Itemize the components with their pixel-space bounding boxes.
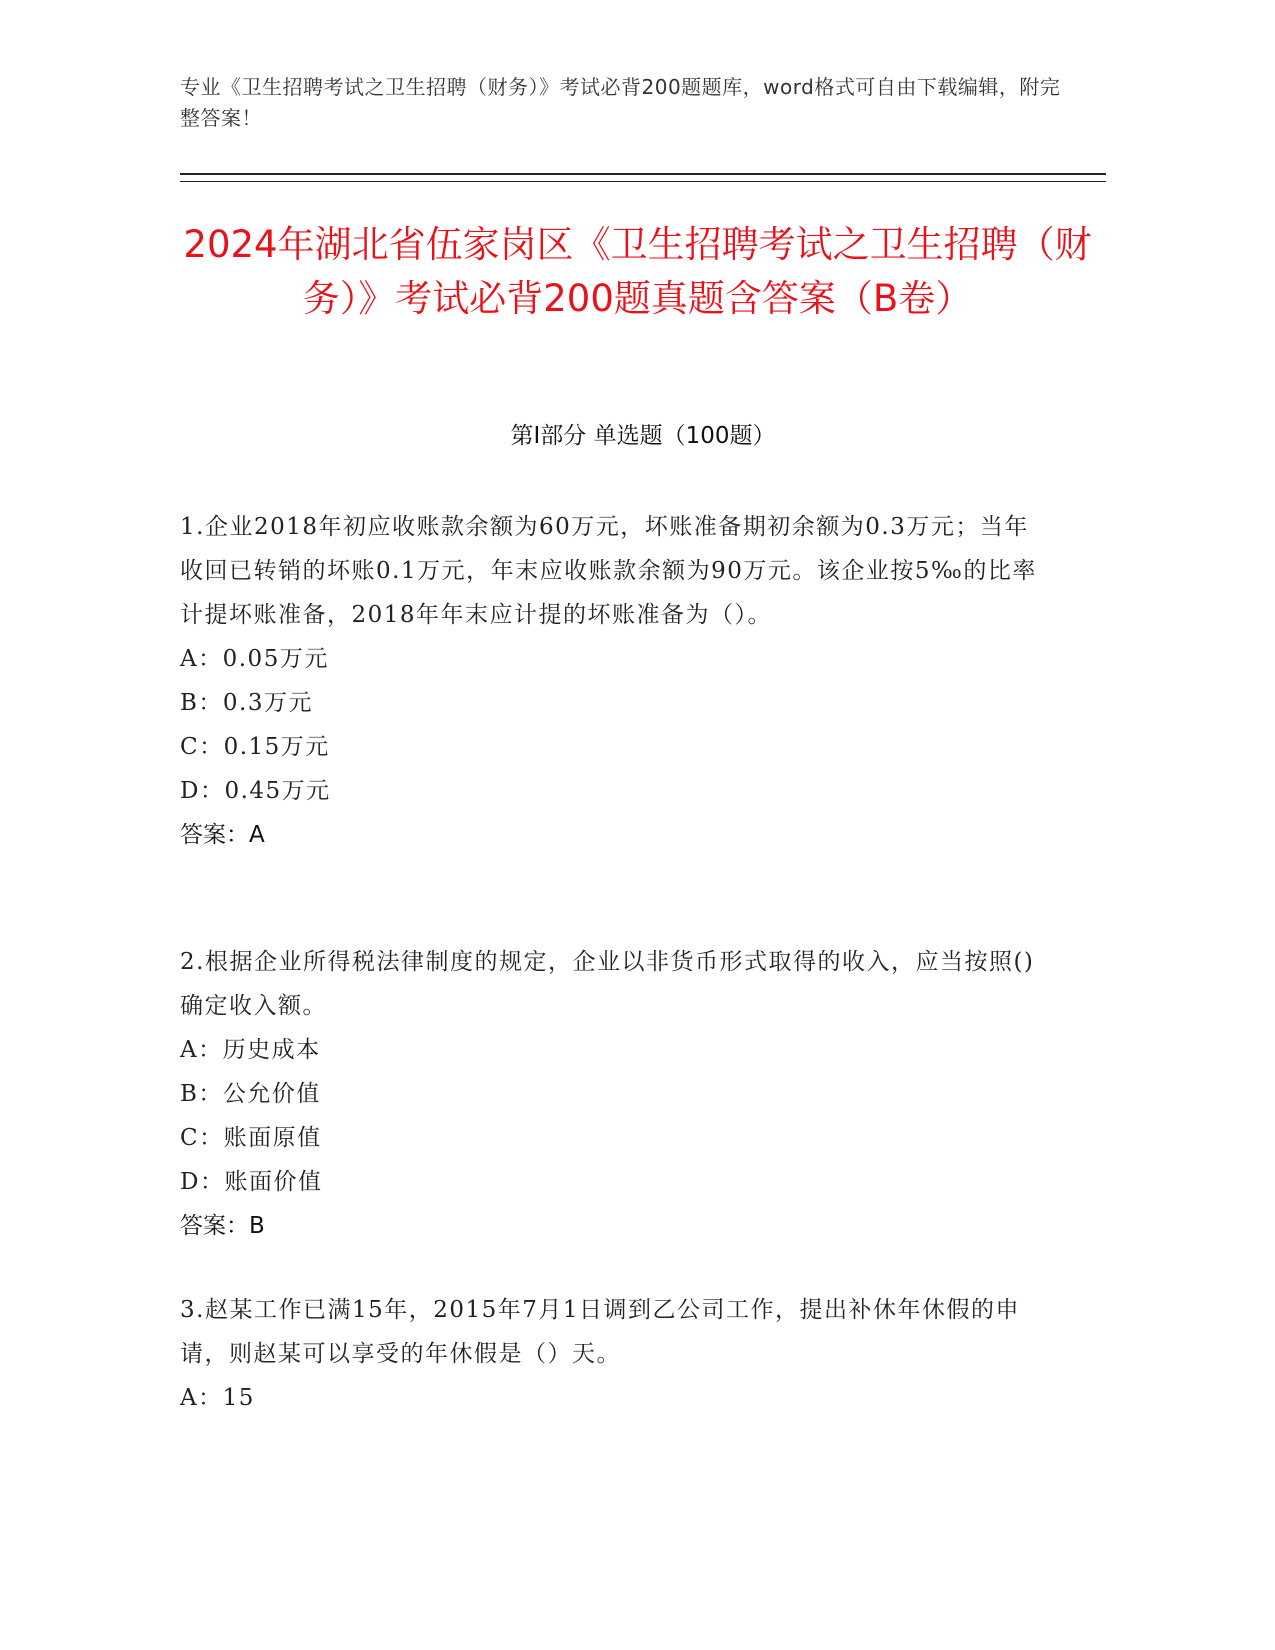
option-c: C：0.15万元 (180, 734, 330, 760)
answer: 答案：A (180, 822, 265, 848)
option-d: D：账面价值 (180, 1169, 323, 1195)
option-c: C：账面原值 (180, 1125, 322, 1151)
document-title: 2024年湖北省伍家岗区《卫生招聘考试之卫生招聘（财务）》考试必背200题真题含答案（B卷） (183, 223, 1092, 320)
option-d: D：0.45万元 (180, 778, 331, 804)
header-divider-thick (180, 173, 1106, 175)
header-note: 专业《卫生招聘考试之卫生招聘（财务）》考试必背200题题库，word格式可自由下载编辑，附完整答案！ (180, 75, 1061, 130)
option-a: A：历史成本 (180, 1037, 321, 1063)
question-stem: 3.赵某工作已满15年，2015年7月1日调到乙公司工作，提出补休年休假的申请，则赵某可以享受的年休假是（）天。 (180, 1297, 1021, 1367)
answer: 答案：B (180, 1213, 265, 1239)
question-stem: 1.企业2018年初应收账款余额为60万元，坏账准备期初余额为0.3万元；当年收回已转销的坏账0.1万元，年末应收账款余额为90万元。该企业按5‰的比率计提坏账准备，2018年年末应计提的坏账准备为（）。 (180, 514, 1037, 628)
option-a: A：0.05万元 (180, 646, 329, 672)
header-divider-thin (180, 181, 1106, 182)
question-3 (180, 1288, 1040, 1420)
question-1 (180, 505, 1040, 857)
option-b: B：0.3万元 (180, 690, 313, 716)
section-title: 第I部分 单选题（100题） (510, 423, 776, 449)
option-a: A：15 (180, 1385, 255, 1411)
option-b: B：公允价值 (180, 1081, 321, 1107)
question-stem: 2.根据企业所得税法律制度的规定，企业以非货币形式取得的收入，应当按照()确定收入额。 (180, 949, 1035, 1019)
question-2 (180, 940, 1040, 1248)
